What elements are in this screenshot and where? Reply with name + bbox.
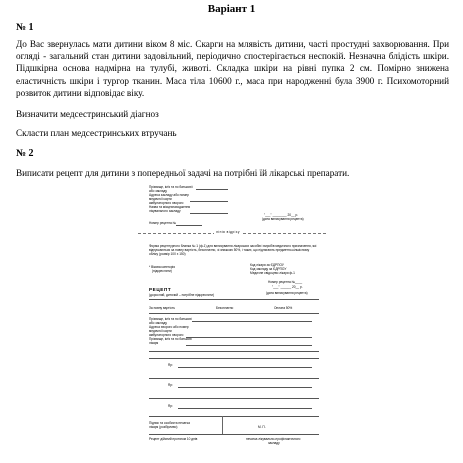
form-top-line: амбулаторного хворого [149,201,184,205]
task1-paragraph: До Вас звернулась мати дитини віком 8 міс. Скарги на млявість дитини, часті простудні захворювання. При огляді - загальний стан дитини задовільний, періодично спостерігається неспокій. Незначна блідість шкіри. Підшкірна основа надмірна на тулубі, животі. Складка шкіри на рівні пупка 2 см. Помірно знижена еластичність шкіри і тургор тканин. Маса тіла 10600 г., маса при народженні була 3900 г. Психомоторний розвиток дитини відповідає віку. [16,39,449,98]
form-fill-line [196,189,228,190]
form-top-line: лікувального закладу [149,209,181,213]
rx-subheading: (дорослий, дитячий – потрібне підкреслити) [149,293,215,297]
rx-number: Номер рецепта №____ [268,280,303,284]
task1-number: № 1 [16,22,34,33]
form-right-note: Код лікаря за ЄДРПОУ [250,263,284,267]
form-right-note: Код закладу за ЄДРПОУ [250,267,287,271]
form-rule [149,313,319,314]
form-fill-line [186,345,312,346]
rx-heading: РЕЦЕПТ [149,287,172,292]
form-fill-line [186,337,312,338]
form-top-line: або закладу [149,189,168,193]
form-rule [149,398,319,399]
rx-date-caption: (дата виписування рецепта) [266,291,308,295]
validity-note: Рецепт дійсний протягом 10 днів [149,437,198,441]
form-fill-line [178,387,312,388]
cut-line-label: лінія відрізу [216,230,240,234]
form-date-caption: (дата виписування рецепта) [262,217,304,221]
form-top-line: Прізвище, ім'я та по батькові і [149,185,194,189]
stamp-label: печатка лікувально-профілактичного [246,437,301,441]
form-note: Форма рецептурного бланка № 1 (ф-1) для виписування лікарських засобів і виробів медичного призначення, які відпускаються за повну вартість, безоплатно, зі знижкою 50%, і таких, що підлягають предметно-кількісному обліку (розмір 100 х 150) [149,244,317,256]
task2-number: № 2 [16,148,34,159]
form-fill-line [190,213,228,214]
form-right-note: Медичне свідоцтво лікаря ф-1 [250,271,295,275]
form-number-label: Номер рецепта № [149,221,177,225]
rp-label: Rp: [168,363,173,367]
form-fill-line [178,367,312,368]
task1-question-plan: Скласти план медсестринських втручань [16,128,177,138]
form-rule [149,378,319,379]
form-fill-line [176,225,202,226]
payment-option: Безоплатно [216,306,234,310]
form-divider [222,416,223,434]
signature-label: Підпис та особиста печатка [149,421,190,425]
form-top-line: медичної карти [149,197,172,201]
form-rule [149,434,319,435]
stamp-label: закладу [268,441,280,445]
rp-label: Rp: [168,383,173,387]
patient-line: або закладу [149,321,168,325]
patient-line: Прізвище, ім'я та по батькові [149,337,192,341]
form-rule [149,358,319,359]
form-fill-line [190,201,228,202]
form-rule [149,299,319,300]
form-fill-line [192,321,312,322]
form-date-line: "___" ________ 20__ р. [264,213,299,217]
form-left-note: (підкреслити) [152,269,172,273]
form-top-line: Назва та місцезнаходження [149,205,191,209]
mp-label: М. П. [258,425,266,429]
task1-question-diagnosis: Визначити медсестринський діагноз [16,109,159,119]
task2-text: Виписати рецепт для дитини з попередньої задачі на потрібні їй лікарські препарати. [16,168,350,178]
prescription-form-image [138,186,326,458]
form-rule [149,416,319,417]
patient-line: лікаря [149,341,159,345]
patient-line: амбулаторного хворого [149,333,184,337]
form-rule [149,351,319,352]
form-fill-line [178,408,312,409]
page-title: Варіант 1 [207,3,256,15]
form-left-note: * Вікова категорія [149,265,175,269]
patient-line: медичної карти [149,329,172,333]
payment-option: Оплата 50% [274,306,293,310]
patient-line: Прізвище, ім'я та по батькові [149,317,192,321]
form-top-line: Адреса закладу або номер [149,193,189,197]
payment-option: За повну вартість [149,306,176,310]
rx-date: "___" ______ 20__ р. [272,285,303,289]
patient-line: Адреса хворого або номер [149,325,189,329]
rp-label: Rp: [168,404,173,408]
signature-label: лікаря (розбірливо) [149,425,178,429]
